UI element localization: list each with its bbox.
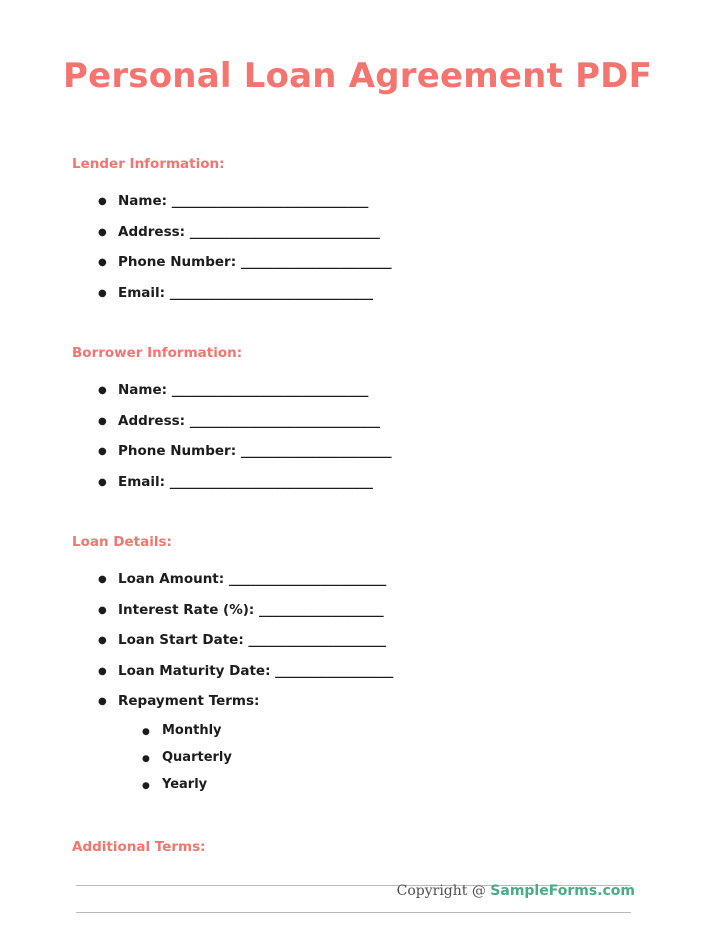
field-label: Repayment Terms: xyxy=(118,693,260,710)
brand-link[interactable]: SampleForms.com xyxy=(490,883,635,899)
field-blank[interactable]: _____________________ xyxy=(248,632,386,649)
section-heading-borrower: Borrower Information: xyxy=(72,345,243,362)
write-in-line[interactable] xyxy=(76,912,631,913)
page-title: Personal Loan Agreement PDF xyxy=(62,56,653,96)
repayment-terms-options xyxy=(118,724,643,793)
field-label: Address: xyxy=(118,223,186,240)
field-label: Email: xyxy=(118,473,166,490)
repayment-option-label: Yearly xyxy=(162,776,208,792)
list-item xyxy=(72,603,643,619)
field-blank[interactable]: _______________________ xyxy=(240,443,392,460)
field-blank[interactable]: ______________________________ xyxy=(171,193,369,209)
field-blank[interactable]: _____________________________ xyxy=(189,223,380,240)
field-blank[interactable]: ________________________ xyxy=(228,571,387,588)
field-label: Name: xyxy=(118,382,168,399)
loan-details-field-list xyxy=(72,572,643,792)
lender-field-list xyxy=(72,194,643,301)
field-label: Email: xyxy=(118,284,166,301)
borrower-field-list xyxy=(72,383,643,490)
list-item xyxy=(72,286,643,302)
list-item xyxy=(72,414,643,430)
list-item xyxy=(72,694,643,792)
list-item xyxy=(72,225,643,241)
copyright-text: Copyright @ xyxy=(396,883,491,899)
list-item xyxy=(72,633,643,649)
repayment-option-quarterly[interactable] xyxy=(118,751,643,766)
field-label: Loan Start Date: xyxy=(118,632,244,649)
field-blank[interactable]: _______________________________ xyxy=(169,284,373,301)
field-label: Phone Number: xyxy=(118,254,237,271)
list-item xyxy=(72,664,643,680)
repayment-option-yearly[interactable] xyxy=(118,778,643,793)
section-heading-lender: Lender Information: xyxy=(72,156,225,172)
field-label: Address: xyxy=(118,412,186,429)
field-label: Name: xyxy=(118,193,168,209)
repayment-option-label: Quarterly xyxy=(162,749,232,765)
repayment-option-monthly[interactable] xyxy=(118,724,643,739)
field-blank[interactable]: _______________________ xyxy=(240,254,392,271)
field-label: Loan Maturity Date: xyxy=(118,662,271,679)
field-blank[interactable]: __________________ xyxy=(275,662,394,679)
field-blank[interactable]: _____________________________ xyxy=(189,412,380,429)
list-item xyxy=(72,572,643,588)
document-body xyxy=(0,156,715,913)
list-item xyxy=(72,444,643,460)
field-label: Loan Amount: xyxy=(118,571,225,588)
section-heading-loan-details: Loan Details: xyxy=(72,534,172,551)
field-blank[interactable]: _______________________________ xyxy=(169,473,373,490)
field-blank[interactable]: ___________________ xyxy=(259,601,384,618)
footer-copyright xyxy=(397,883,635,899)
list-item xyxy=(72,475,643,491)
list-item xyxy=(72,194,643,210)
field-blank[interactable]: ______________________________ xyxy=(171,382,369,399)
section-heading-additional-terms: Additional Terms: xyxy=(72,838,206,855)
list-item xyxy=(72,255,643,271)
repayment-option-label: Monthly xyxy=(162,722,222,738)
list-item xyxy=(72,383,643,399)
field-label: Phone Number: xyxy=(118,443,237,460)
field-label: Interest Rate (%): xyxy=(118,601,255,618)
